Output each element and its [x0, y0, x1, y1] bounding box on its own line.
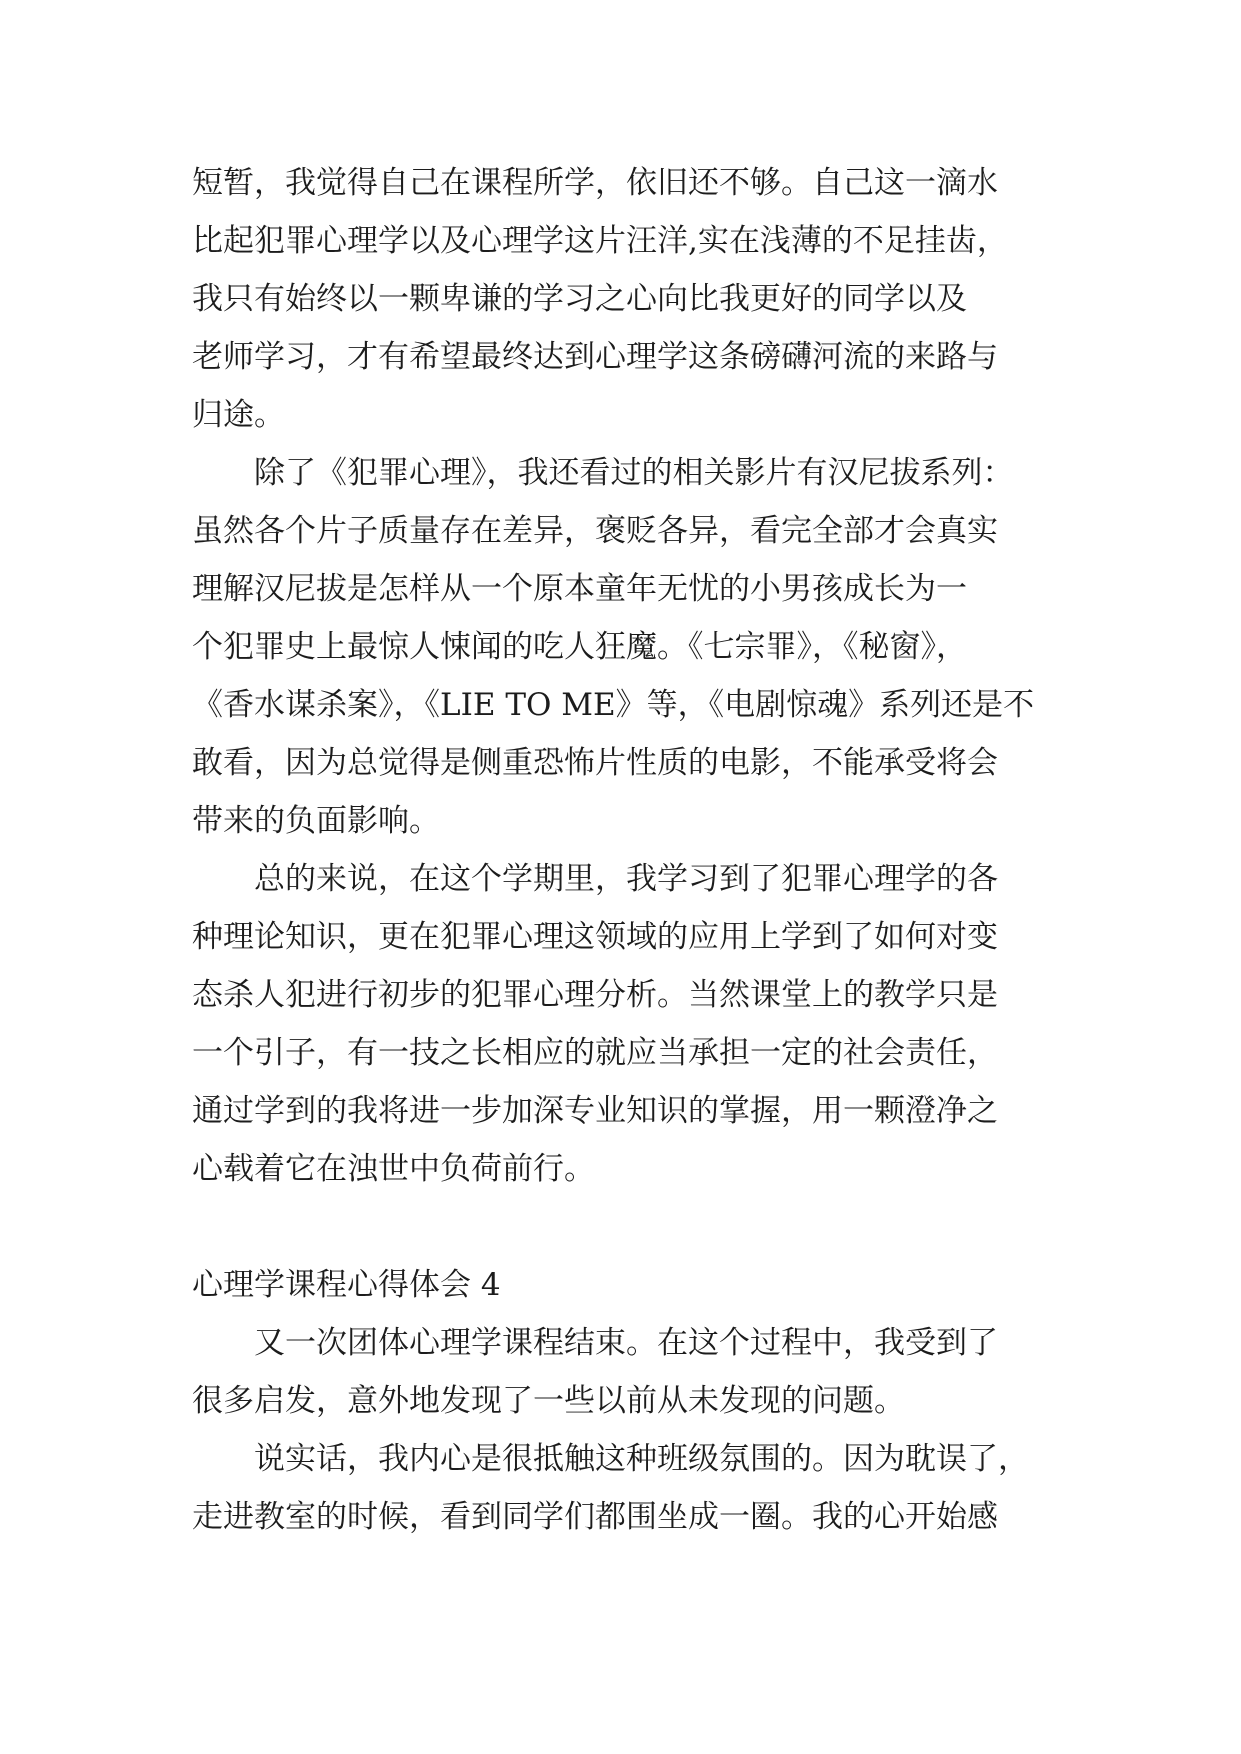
paragraph-line: 又一次团体心理学课程结束。在这个过程中，我受到了: [254, 1325, 998, 1361]
paragraph-line: 心载着它在浊世中负荷前行。: [192, 1151, 595, 1187]
section-heading: 心理学课程心得体会 4: [192, 1267, 501, 1303]
paragraph-line: 说实话，我内心是很抵触这种班级氛围的。因为耽误了，: [254, 1441, 1029, 1477]
paragraph-line: 比起犯罪心理学以及心理学这片汪洋,实在浅薄的不足挂齿，: [192, 223, 1008, 259]
paragraph-line: 通过学到的我将进一步加深专业知识的掌握，用一颗澄净之: [192, 1093, 998, 1129]
paragraph-line: 理解汉尼拔是怎样从一个原本童年无忧的小男孩成长为一: [192, 571, 967, 607]
paragraph-line: 总的来说，在这个学期里，我学习到了犯罪心理学的各: [254, 861, 998, 897]
paragraph-line: 归途。: [192, 397, 285, 433]
paragraph-line: 短暂，我觉得自己在课程所学，依旧还不够。自己这一滴水: [192, 165, 998, 201]
paragraph-line: 走进教室的时候，看到同学们都围坐成一圈。我的心开始感: [192, 1499, 998, 1535]
paragraph-line: 很多启发，意外地发现了一些以前从未发现的问题。: [192, 1383, 905, 1419]
paragraph-line: 态杀人犯进行初步的犯罪心理分析。当然课堂上的教学只是: [192, 977, 998, 1013]
paragraph-line: 种理论知识，更在犯罪心理这领域的应用上学到了如何对变: [192, 919, 998, 955]
paragraph-line: 一个引子，有一技之长相应的就应当承担一定的社会责任，: [192, 1035, 998, 1071]
paragraph-line: 虽然各个片子质量存在差异，褒贬各异，看完全部才会真实: [192, 513, 998, 549]
paragraph-line: 个犯罪史上最惊人悚闻的吃人狂魔。《七宗罪》，《秘窗》，: [192, 629, 967, 665]
paragraph-line: 老师学习，才有希望最终达到心理学这条磅礴河流的来路与: [192, 339, 998, 375]
paragraph-line: 我只有始终以一颗卑谦的学习之心向比我更好的同学以及: [192, 281, 967, 317]
paragraph-line: 除了《犯罪心理》，我还看过的相关影片有汉尼拔系列：: [254, 455, 1014, 491]
paragraph-line: 敢看，因为总觉得是侧重恐怖片性质的电影，不能承受将会: [192, 745, 998, 781]
paragraph-line: 《香水谋杀案》，《LIE TO ME》等，《电剧惊魂》系列还是不: [192, 687, 1035, 723]
paragraph-line: 带来的负面影响。: [192, 803, 440, 839]
